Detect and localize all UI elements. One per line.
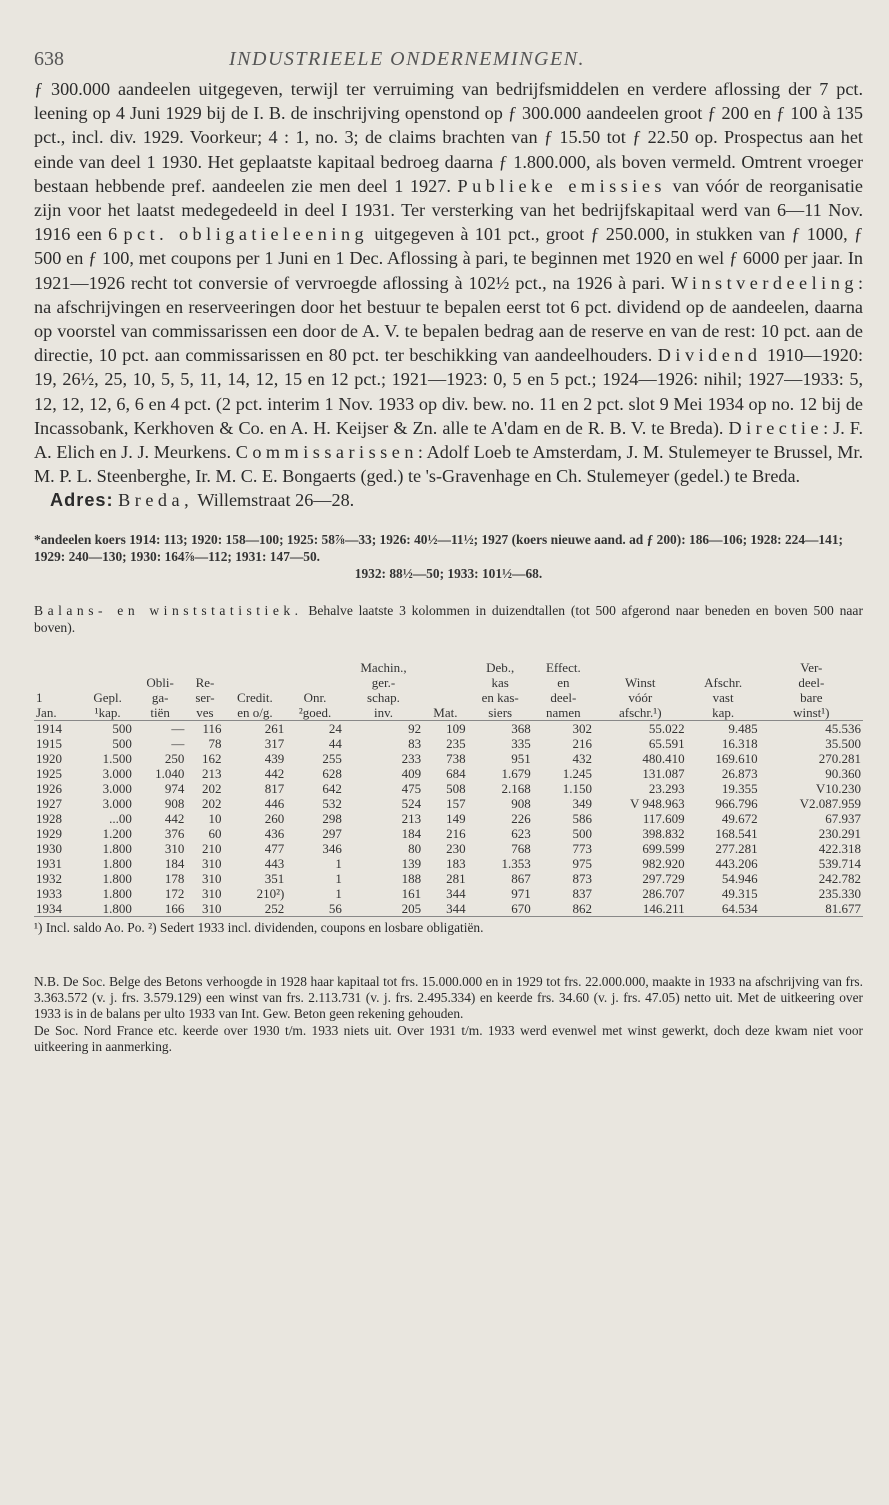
table-cell: 116 — [202, 720, 222, 736]
table-row — [34, 811, 863, 826]
table-cell: 26.873 — [721, 765, 758, 781]
table-header-cell: en — [557, 674, 570, 690]
table-cell: 281 — [446, 870, 466, 886]
table-header-cell: Ver- — [800, 659, 823, 675]
table-cell: V 948.963 — [629, 795, 685, 811]
table-header-cell: afschr.¹) — [594, 705, 687, 721]
table-cell: 55.022 — [648, 720, 685, 736]
table-cell: 146.211 — [594, 901, 687, 917]
table-header-cell: inv. — [344, 705, 423, 721]
table-header-cell — [224, 675, 287, 690]
table-header-cell — [134, 660, 187, 675]
table-cell: 1934 — [34, 901, 81, 917]
table-cell: 216 — [572, 735, 592, 751]
main-text — [34, 77, 863, 513]
table-header-cell: Effect. — [545, 659, 581, 675]
table-cell: 971 — [511, 885, 531, 901]
table-cell: 500 — [112, 720, 132, 736]
table-header-cell — [81, 675, 134, 690]
table-cell: 670 — [468, 901, 533, 917]
table-cell: 16.318 — [721, 735, 758, 751]
table-cell: 1.150 — [562, 780, 592, 796]
table-header-row — [34, 675, 863, 690]
table-cell: 738 — [446, 750, 466, 766]
table-cell: 346 — [322, 840, 342, 856]
table-cell: 157 — [446, 795, 466, 811]
table-cell: 837 — [572, 885, 592, 901]
table-header-cell: Credit. — [237, 689, 273, 705]
table-header-cell: bare — [800, 689, 823, 705]
table-cell: 302 — [572, 720, 592, 736]
table-cell: 205 — [344, 901, 423, 917]
table-header-cell: Afschr. — [704, 674, 743, 690]
table-header-cell — [423, 675, 468, 690]
table-header-cell: Re- — [195, 674, 215, 690]
table-cell: 1.200 — [102, 825, 132, 841]
heading-commissarissen: Commissarissen — [235, 442, 418, 463]
table-cell: 1.800 — [102, 885, 132, 901]
heading-dividend: Dividend — [657, 345, 762, 366]
table-cell: 3.000 — [102, 795, 132, 811]
table-cell: 216 — [446, 825, 466, 841]
table-cell: 1.679 — [501, 765, 531, 781]
table-cell: 623 — [511, 825, 531, 841]
table-cell: 92 — [408, 720, 422, 736]
table-cell: 310 — [202, 885, 222, 901]
heading-obligatieleening: obligatieleening — [168, 224, 369, 245]
table-cell: 1920 — [36, 750, 62, 766]
table-cell: 183 — [446, 855, 466, 871]
table-header-cell — [186, 660, 223, 675]
table-cell: 261 — [264, 720, 285, 736]
table-cell: 172 — [164, 885, 185, 901]
table-header-cell: Onr. — [303, 689, 327, 705]
table-cell: 45.536 — [825, 720, 861, 736]
table-cell: 1.245 — [562, 765, 592, 781]
table-cell: 684 — [446, 765, 466, 781]
table-cell: 335 — [511, 735, 531, 751]
table-cell: 65.591 — [648, 735, 685, 751]
table-cell: 1915 — [36, 735, 62, 751]
table-cell: 349 — [572, 795, 592, 811]
table-header-cell: winst¹) — [760, 705, 863, 721]
table-cell: 344 — [446, 885, 466, 901]
table-cell: 398.832 — [642, 825, 685, 841]
table-cell: 178 — [164, 870, 185, 886]
heading-directie: Directie — [728, 417, 824, 438]
table-cell: 1.800 — [102, 855, 132, 871]
table-cell: 480.410 — [642, 750, 685, 766]
table-cell: 966.796 — [715, 795, 758, 811]
table-cell: 432 — [572, 750, 592, 766]
table-header-cell: Winst — [625, 674, 656, 690]
table-cell: 286.707 — [642, 885, 685, 901]
table-cell: 768 — [511, 840, 531, 856]
text-dividend: 1910—1920: 19, 26½, 25, 10, 5, 5, 11, 14, 12, 15 en 12 pct.; 1921—1923: 0, 5 en 5 pct.; 1924—1926: nihil; 1927—1933: 5, 12, 12, 12, 6, 6 en 4 pct. (2 pct. interim 1 Nov. 1933 op div. bew. no. 11 en 2 pct. slot 9 Mei 1934 op no. 12 bij de Incassobank, Kerkhoven & Co. en A. H. Keijser & Zn. alle te A'dam en de R. B. V. te Breda). — [34, 345, 863, 438]
balance-table — [34, 660, 863, 917]
table-cell: 951 — [511, 750, 531, 766]
table-cell: 351 — [264, 870, 285, 886]
table-cell: 298 — [322, 810, 342, 826]
table-header-cell — [687, 660, 760, 675]
address-label: Adres: — [50, 490, 114, 511]
text-directie: : J. F. A. Elich en J. J. Meurkens. — [34, 417, 863, 463]
table-cell: 10 — [208, 810, 222, 826]
table-cell: 3.000 — [102, 765, 132, 781]
page-number: 638 — [34, 48, 64, 70]
table-cell: — — [171, 720, 185, 736]
table-cell: 908 — [511, 795, 531, 811]
table-header-cell: kap. — [687, 705, 760, 721]
table-row — [34, 901, 863, 917]
table-cell: 161 — [401, 885, 422, 901]
table-cell: 277.281 — [715, 840, 758, 856]
table-header-cell: ¹kap. — [81, 705, 134, 721]
table-header-cell — [286, 660, 344, 675]
table-cell: 44 — [328, 735, 342, 751]
table-cell: 368 — [511, 720, 531, 736]
table-cell: 24 — [328, 720, 342, 736]
table-cell: 49.315 — [721, 885, 758, 901]
table-header-row — [34, 660, 863, 675]
table-cell: 439 — [264, 750, 285, 766]
table-cell: 166 — [134, 901, 187, 917]
table-cell: 443.206 — [715, 855, 758, 871]
table-cell: 1.040 — [155, 765, 185, 781]
table-cell: 500 — [572, 825, 592, 841]
table-header-cell — [81, 660, 134, 675]
table-cell: 642 — [322, 780, 342, 796]
table-header-cell: ves — [186, 705, 223, 721]
table-cell: 873 — [572, 870, 592, 886]
table-cell: 443 — [264, 855, 285, 871]
table-cell: 1925 — [36, 765, 62, 781]
table-cell: 210²) — [256, 885, 285, 901]
table-cell: 908 — [164, 795, 185, 811]
table-cell: 109 — [446, 720, 466, 736]
table-cell: 1.353 — [501, 855, 531, 871]
table-header-cell: schap. — [367, 689, 400, 705]
table-body — [34, 720, 863, 916]
table-cell: 409 — [401, 765, 422, 781]
table-row — [34, 796, 863, 811]
table-cell: 628 — [322, 765, 342, 781]
table-cell: 210 — [202, 840, 222, 856]
table-cell: 982.920 — [642, 855, 685, 871]
table-header-cell: kas — [491, 674, 509, 690]
table-cell: 184 — [164, 855, 185, 871]
table-cell: V10.230 — [815, 780, 861, 796]
table-header-cell: 1 — [36, 689, 43, 705]
table-cell: 477 — [264, 840, 285, 856]
table-row — [34, 781, 863, 796]
table-cell: 699.599 — [642, 840, 685, 856]
table-header-cell — [594, 660, 687, 675]
koers-note-line-1: *andeelen koers 1914: 113; 1920: 158—100; 1925: 58⅞—33; 1926: 40½—11½; 1927 (koers nieuwe aand. ad ƒ 200): 186—106; 1928: 224—141; 1929: 240—130; 1930: 164⅞—112; 1931: 147—50. — [34, 531, 843, 564]
table-cell: 974 — [164, 780, 185, 796]
nota-bene — [34, 974, 863, 1056]
table-cell: 9.485 — [728, 720, 758, 736]
table-cell: 532 — [322, 795, 342, 811]
table-cell: 524 — [401, 795, 422, 811]
table-row — [34, 720, 863, 736]
table-cell: 252 — [224, 901, 287, 917]
table-cell: 233 — [401, 750, 422, 766]
table-row — [34, 856, 863, 871]
address-street: Willemstraat 26—28. — [193, 490, 355, 511]
running-title: INDUSTRIEELE ONDERNEMINGEN. — [229, 48, 586, 70]
table-cell: ...00 — [109, 810, 132, 826]
table-header-cell: en kas- — [481, 689, 519, 705]
table-row — [34, 826, 863, 841]
table-cell: 117.609 — [642, 810, 685, 826]
table-cell: 23.293 — [648, 780, 685, 796]
table-cell: 773 — [572, 840, 592, 856]
table-cell: 81.677 — [760, 901, 863, 917]
table-header-cell: ga- — [151, 689, 169, 705]
table-cell: 67.937 — [825, 810, 861, 826]
stats-intro — [34, 602, 863, 636]
table-cell: 184 — [401, 825, 422, 841]
table-footnote: ¹) Incl. saldo Ao. Po. ²) Sedert 1933 incl. dividenden, coupons en losbare obligatiën. — [34, 919, 484, 935]
table-header-cell: ser- — [195, 689, 215, 705]
table-cell: 508 — [446, 780, 466, 796]
table-cell: 1 — [335, 885, 342, 901]
table-cell: 64.534 — [687, 901, 760, 917]
table-header-cell: namen — [533, 705, 594, 721]
table-header-cell: tiën — [134, 705, 187, 721]
table-cell: 260 — [264, 810, 285, 826]
text-obligatie: uitgegeven à 101 pct., groot ƒ 250.000, in stukken van ƒ 1000, ƒ 500 en ƒ 100, met coupons per 1 Juni en 1 Dec. Aflossing à pari, te beginnen met 1920 en wel ƒ 6000 per jaar. In 1921—1926 recht tot conversie of vervroegde aflossing à 102½ pct., na 1926 à pari. — [34, 224, 863, 293]
nb-paragraph-1: N.B. De Soc. Belge des Betons verhoogde in 1928 haar kapitaal tot frs. 15.000.000 en in 1929 tot frs. 22.000.000, maakte in 1933 na afschrijving van frs. 3.363.572 (v. j. frs. 3.579.129) een winst van frs. 2.113.731 (v. j. frs. 2.495.334) en keerde frs. 34.60 (v. j. frs. 47.05) netto uit. Met de uitkeering over 1933 is in de balans per ulto 1933 van Int. Gew. Beton geen rekening gehouden. — [34, 973, 863, 1022]
table-header-cell: en o/g. — [224, 705, 287, 721]
table-cell: 422.318 — [818, 840, 861, 856]
table-cell: 1932 — [36, 870, 62, 886]
heading-publieke-emissies: Publieke emissies — [457, 175, 666, 196]
table-row — [34, 871, 863, 886]
table-header-cell — [423, 660, 468, 675]
table-header-cell — [34, 675, 81, 690]
table-cell: 1 — [335, 870, 342, 886]
table-row — [34, 841, 863, 856]
table-cell: 202 — [202, 780, 222, 796]
table-header-cell: Machin., — [360, 659, 407, 675]
table-header-cell — [224, 660, 287, 675]
table-cell: V2.087.959 — [799, 795, 861, 811]
table-cell: 862 — [533, 901, 594, 917]
table-cell: 202 — [202, 795, 222, 811]
table-row — [34, 751, 863, 766]
table-cell: 213 — [202, 765, 222, 781]
table-cell: 867 — [511, 870, 531, 886]
table-cell: 2.168 — [501, 780, 531, 796]
table-cell: 162 — [202, 750, 222, 766]
table-cell: 1933 — [36, 885, 62, 901]
table-header-cell — [423, 690, 468, 705]
table-cell: 1931 — [36, 855, 62, 871]
text-capital: ƒ 300.000 aandeelen uitgegeven, terwijl ter verruiming van bedrijfsmiddelen en verdere aflossing der 7 pct. leening op 4 Juni 1929 bij de I. B. de inschrijving openstond op ƒ 300.000 aandeelen groot ƒ 200 en ƒ 100 à 135 pct., incl. div. 1929. Voorkeur; 4 : 1, no. 3; de claims brachten van ƒ 15.50 tot ƒ 22.50 op. Prospectus aan het einde van deel 1 1930. Het geplaatste kapitaal bedroeg daarna ƒ 1.800.000, als boven vermeld. Omtrent vroeger bestaan hebbende pref. aandeelen zie men deel 1 1927. — [34, 79, 863, 196]
table-header-cell: deel- — [550, 689, 577, 705]
table-cell: 56 — [286, 901, 344, 917]
table-cell: 317 — [264, 735, 285, 751]
table-cell: 131.087 — [642, 765, 685, 781]
table-cell: 235.330 — [818, 885, 861, 901]
table-header-cell: ²goed. — [286, 705, 344, 721]
address-line — [34, 488, 863, 512]
table-cell: 255 — [322, 750, 342, 766]
table-cell: 1.800 — [102, 870, 132, 886]
table-cell: 3.000 — [102, 780, 132, 796]
koers-note-line-2: 1932: 88½—50; 1933: 101½—68. — [354, 565, 543, 581]
paragraph-1 — [34, 77, 863, 488]
table-cell: 54.946 — [721, 870, 758, 886]
table-cell: 500 — [112, 735, 132, 751]
table-cell: 344 — [423, 901, 468, 917]
table-cell: 90.360 — [825, 765, 861, 781]
table-cell: 310 — [202, 855, 222, 871]
nb-paragraph-2: De Soc. Nord France etc. keerde over 1930 t/m. 1933 niets uit. Over 1931 t/m. 1933 werd evenwel met winst gewerkt, doch deze kwam niet voor uitkeering in aanmerking. — [34, 1022, 863, 1055]
table-header-cell — [34, 660, 81, 675]
table-cell: 1 — [335, 855, 342, 871]
table-cell: 310 — [164, 840, 185, 856]
table-cell: 80 — [408, 840, 422, 856]
table-cell: 539.714 — [818, 855, 861, 871]
table-cell: 1927 — [36, 795, 62, 811]
table-cell: 297 — [322, 825, 342, 841]
text-emissies: van vóór de reorganisatie zijn voor het laatst medegedeeld in deel I 1931. Ter versterking van het bedrijfskapitaal werd van 6—11 Nov. 1916 een 6 — [34, 175, 864, 245]
table-cell: — — [171, 735, 185, 751]
table-row — [34, 766, 863, 781]
table-cell: 376 — [164, 825, 185, 841]
table-header-cell: deel- — [798, 674, 825, 690]
table-cell: 446 — [264, 795, 285, 811]
table-cell: 230 — [446, 840, 466, 856]
table-cell: 60 — [208, 825, 222, 841]
table-cell: 169.610 — [715, 750, 758, 766]
stats-heading: Balans- en winststatistiek. — [34, 602, 303, 618]
table-header-row — [34, 705, 863, 721]
table-cell: 168.541 — [715, 825, 758, 841]
table-cell: 436 — [264, 825, 285, 841]
table-row — [34, 736, 863, 751]
table-header-cell: Deb., — [486, 659, 515, 675]
table-cell: 35.500 — [825, 735, 861, 751]
table-cell: 83 — [408, 735, 422, 751]
table-header-cell: Jan. — [34, 705, 81, 721]
text-pct-spaced: pct. — [123, 224, 169, 245]
table-header-cell: vast — [712, 689, 734, 705]
table-cell: 1914 — [36, 720, 62, 736]
table-header-cell: ger.- — [371, 674, 396, 690]
heading-winstverdeeling: Winstverdeeling — [670, 272, 858, 293]
table-cell: 250 — [164, 750, 185, 766]
table-cell: 310 — [186, 901, 223, 917]
table-cell: 1.500 — [102, 750, 132, 766]
table-cell: 49.672 — [721, 810, 758, 826]
table-cell: 78 — [208, 735, 222, 751]
table-cell: 235 — [446, 735, 466, 751]
table-cell: 817 — [264, 780, 285, 796]
table-cell: 188 — [401, 870, 422, 886]
table-cell: 310 — [202, 870, 222, 886]
table-header-cell — [286, 675, 344, 690]
address-city: Breda, — [118, 490, 194, 511]
table-header-cell: Obli- — [146, 674, 174, 690]
stats-intro-text: Behalve laatste 3 kolommen in duizendtallen (tot 500 afgerond naar beneden en boven 500 naar boven). — [34, 602, 863, 635]
table-cell: 270.281 — [818, 750, 861, 766]
table-cell: 149 — [446, 810, 466, 826]
table-cell: 213 — [401, 810, 422, 826]
table-cell: 975 — [572, 855, 592, 871]
table-cell: 226 — [511, 810, 531, 826]
table-header-cell: siers — [468, 705, 533, 721]
table-cell: 1.800 — [81, 901, 134, 917]
text-commissarissen: : Adolf Loeb te Amsterdam, J. M. Stulemeyer te Brussel, Mr. M. P. L. Steenberghe, Ir. M. C. E. Bongaerts (ged.) te 's-Gravenhage en Ch. Stulemeyer (gedel.) te Breda. — [34, 442, 863, 487]
table-cell: 242.782 — [818, 870, 861, 886]
table-header-cell: vóór — [628, 689, 653, 705]
table-header-cell: Gepl. — [93, 689, 122, 705]
table-cell: 475 — [401, 780, 422, 796]
table-header-cell: Mat. — [423, 705, 468, 721]
table-cell: 1930 — [36, 840, 62, 856]
table-cell: 230.291 — [818, 825, 861, 841]
table-cell: 1929 — [36, 825, 62, 841]
table-cell: 1928 — [36, 810, 62, 826]
page-header — [34, 48, 863, 71]
table-cell: 297.729 — [642, 870, 685, 886]
table-cell: 442 — [164, 810, 185, 826]
table-cell: 586 — [572, 810, 592, 826]
table-cell: 19.355 — [721, 780, 758, 796]
table-header — [34, 660, 863, 721]
table-cell: 442 — [264, 765, 285, 781]
table-row — [34, 886, 863, 901]
koers-note — [34, 531, 863, 582]
table-cell: 139 — [401, 855, 422, 871]
table-cell: 1926 — [36, 780, 62, 796]
text-winstverdeeling: : na afschrijvingen en reserveeringen door het bestuur te bepalen eerst tot 6 pct. dividend op de aandeelen, daarna op voorstel van commissarissen een door de A. V. te bepalen bedrag aan de reserve en van de rest: 10 pct. aan de directie, 10 pct. aan commissarissen en 80 pct. ter beschikking van aandeelhouders. — [34, 272, 863, 366]
table-cell: 1.800 — [102, 840, 132, 856]
table-header-row — [34, 690, 863, 705]
